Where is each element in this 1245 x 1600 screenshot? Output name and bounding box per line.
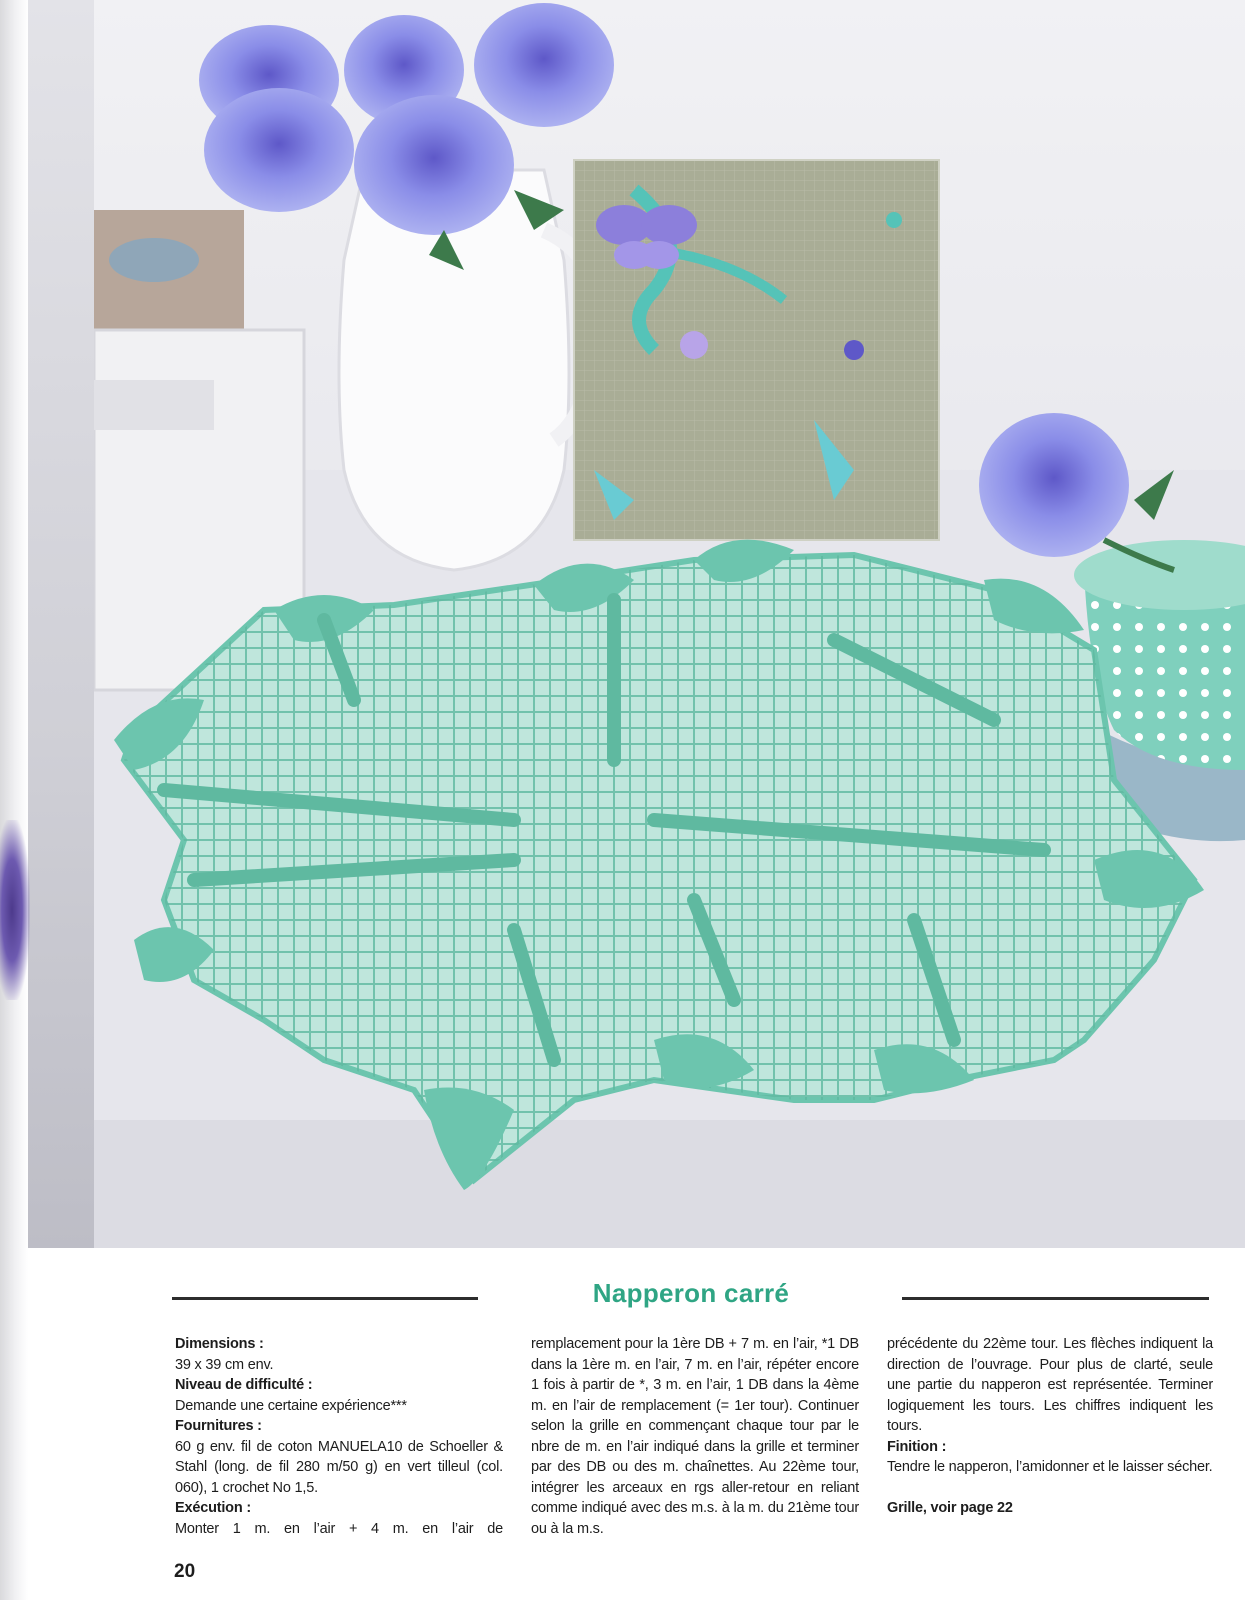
instructions-continued: remplacement pour la 1ère DB + 7 m. en l’air, *1 DB dans la 1ère m. en l’air, 7 m. en l’air, répéter encore 1 fois à partir de *, 3 m. en l’air, 1 DB dans la 4ème m. en l’air de remplacement (= 1er tour). Continuer selon la grille en commençant chaque tour par le nbre de m. en l’air indiqué dans la grille et terminer par des DB ou des m. chaînettes. Au 22ème tour, intégrer les arceaux en rgs aller-retour en reliant comme indiqué avec des m.s. à la m. du 21ème tour ou à la m.s. xyxy=(531,1336,859,1537)
instructions-end: précédente du 22ème tour. Les flèches indiquent la direction de l’ouvrage. Pour plus de clarté, seule une partie du napperon est représentée. Terminer logiquement les tours. Les chiffres indiquent les tours. xyxy=(887,1336,1213,1434)
article-title: Napperon carré xyxy=(592,1278,790,1308)
dimensions-label: Dimensions : xyxy=(175,1336,264,1352)
previous-page-strip xyxy=(28,0,94,1248)
previous-page-flower xyxy=(0,820,30,1000)
doily-photo xyxy=(94,0,1245,1248)
supplies-value: 60 g env. fil de coton MANUELA10 de Schoeller & Stahl (long. de fil 280 m/50 g) en vert tilleul (col. 060), 1 crochet No 1,5. xyxy=(175,1438,503,1496)
supplies-label: Fournitures : xyxy=(175,1418,262,1434)
title-rule-right xyxy=(902,1297,1209,1300)
page-number: 20 xyxy=(174,1561,196,1582)
title-rule-left xyxy=(172,1297,478,1300)
doily-scene xyxy=(94,0,1245,1248)
dimensions-value: 39 x 39 cm env. xyxy=(175,1356,274,1373)
finish-label: Finition : xyxy=(887,1438,947,1455)
column-2 xyxy=(531,1334,859,1539)
difficulty-label: Niveau de difficulté : xyxy=(175,1377,313,1393)
column-1 xyxy=(175,1334,503,1539)
butterfly-card xyxy=(574,160,939,540)
grid-reference: Grille, voir page 22 xyxy=(887,1499,1013,1516)
difficulty-value: Demande une certaine expérience*** xyxy=(175,1397,407,1414)
column-3 xyxy=(887,1334,1213,1518)
execution-start: Monter 1 m. en l’air + 4 m. en l’air de xyxy=(175,1520,503,1537)
page-edge xyxy=(0,0,28,1600)
execution-label: Exécution : xyxy=(175,1500,251,1516)
finish-value: Tendre le napperon, l’amidonner et le laisser sécher. xyxy=(887,1459,1213,1475)
